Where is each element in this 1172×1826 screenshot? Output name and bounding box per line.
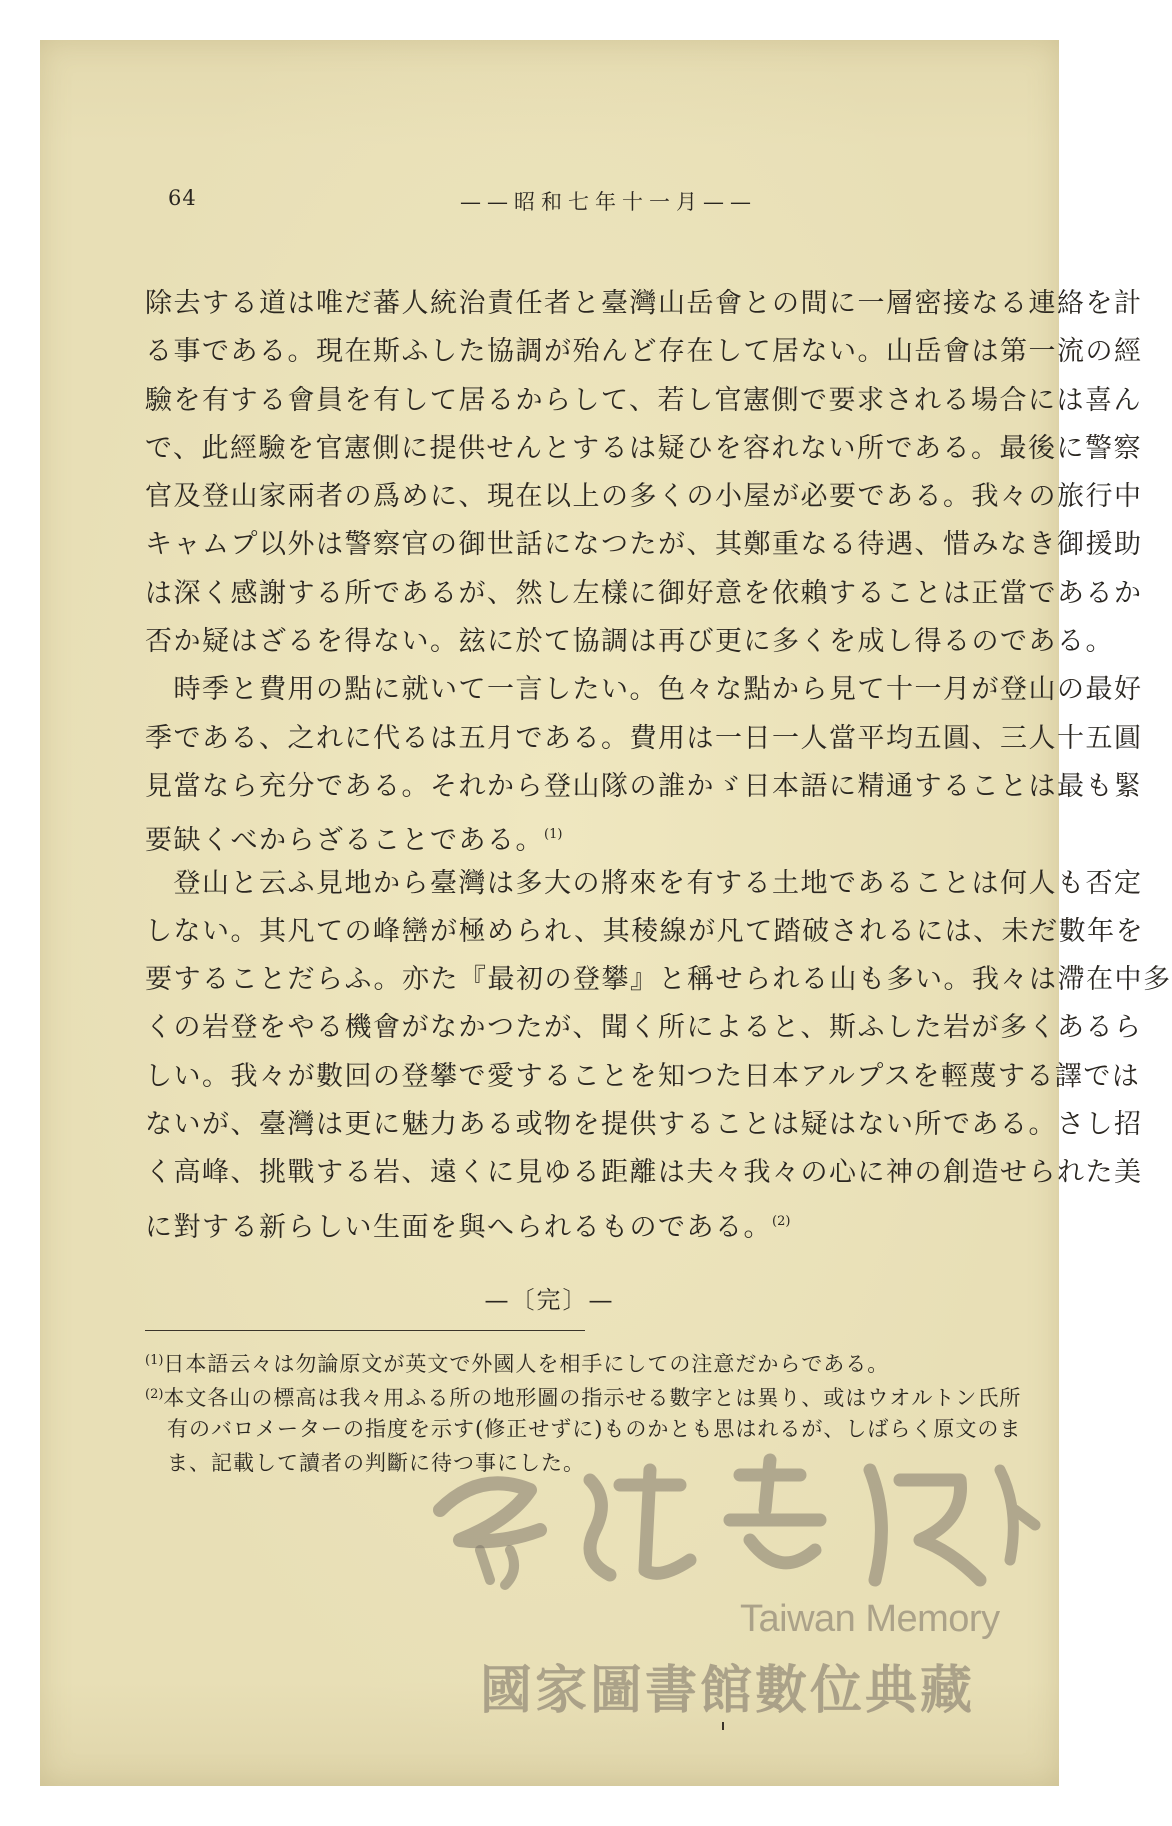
footnote-1: [145, 1344, 1025, 1378]
text-line: く高峰、挑戰する岩、遠くに見ゆる距離は夫々我々の心に神の創造せられた美: [145, 1157, 1143, 1189]
running-title: ——昭和七年十一月——: [460, 190, 757, 214]
text-segment: 要缺くべからざることである。: [145, 825, 544, 857]
text-segment: に對する新らしい生面を與へられるものである。: [145, 1211, 772, 1243]
text-line: 除去する道は唯だ蕃人統治責任者と臺灣山岳會との間に一層密接なる連絡を計: [145, 288, 1143, 319]
footnote-text: 日本語云々は勿論原文が英文で外國人を相手にしての注意だからである。: [163, 1352, 890, 1376]
text-line: しい。我々が數回の登攀で愛することを知つた日本アルプスを輕蔑する譯では: [145, 1060, 1141, 1092]
text-line: 時季と費用の點に就いて一言したい。色々な點から見て十一月が登山の最好: [145, 674, 1143, 706]
footnote-reference-1: (1): [544, 827, 563, 843]
footnote-2: [145, 1378, 1025, 1412]
text-line-with-note: [145, 811, 1025, 859]
text-line: 季である、之れに代るは五月である。費用は一日一人當平均五圓、三人十五圓: [145, 722, 1143, 754]
text-line: 官及登山家兩者の爲めに、現在以上の多くの小屋が必要である。我々の旅行中: [145, 481, 1143, 513]
text-line-with-note: [145, 1198, 1025, 1246]
footnote-divider: [145, 1330, 585, 1331]
text-line: 否か疑はざるを得ない。玆に於て協調は再び更に多くを成し得るのである。: [145, 626, 1114, 658]
text-line: ないが、臺灣は更に魅力ある或物を提供することは疑はない所である。さし招: [145, 1109, 1143, 1141]
text-line: しない。其凡ての峰巒が極められ、其稜線が凡て踏破されるには、未だ數年を: [145, 915, 1145, 947]
text-line: キャムプ以外は警察官の御世話になつたが、其鄭重なる待遇、惜みなき御援助: [145, 529, 1143, 561]
footnote-2-continued: 有のバロメーターの指度を示す(修正せずに)ものかとも思はれるが、しばらく原文のま: [167, 1417, 1022, 1441]
footnote-mark: (1): [145, 1353, 164, 1368]
text-line: 要することだらふ。亦た『最初の登攀』と稱せられる山も多い。我々は滯在中多: [145, 964, 1172, 996]
text-line: 登山と云ふ見地から臺灣は多大の將來を有する土地であることは何人も否定: [145, 867, 1143, 899]
footnotes: [145, 1344, 1025, 1480]
text-line: 驗を有する會員を有して居るからして、若し官憲側で要求される場合には喜ん: [145, 384, 1142, 416]
body-text: [145, 280, 1172, 1246]
footnote-mark: (2): [145, 1387, 164, 1402]
page-header: [40, 186, 1059, 220]
page-number: 64: [168, 186, 197, 210]
watermark-brand: Taiwan Memory: [740, 1598, 1000, 1640]
text-line: 見當なら充分である。それから登山隊の誰かゞ日本語に精通することは最も緊: [145, 770, 1143, 802]
ink-speck: [722, 1722, 724, 1730]
text-line: る事である。現在斯ふした協調が殆んど存在して居ない。山岳會は第一流の經: [145, 336, 1143, 368]
end-mark: —〔完〕—: [484, 1286, 615, 1314]
footnote-2-continued: ま、記載して讀者の判斷に待つ事にした。: [167, 1451, 585, 1475]
text-line: で、此經驗を官憲側に提供せんとするは疑ひを容れない所である。最後に警察: [145, 432, 1142, 464]
watermark-archive-name: 國家圖書館數位典藏: [480, 1661, 976, 1721]
text-line: は深く感謝する所であるが、然し左樣に御好意を依賴することは正當であるか: [145, 577, 1143, 609]
footnote-text: 本文各山の標高は我々用ふる所の地形圖の指示せる數字とは異り、或はウオルトン氏所: [163, 1386, 1022, 1410]
footnote-reference-2: (2): [772, 1213, 791, 1229]
book-page: [40, 40, 1172, 1786]
text-line: くの岩登をやる機會がなかつたが、聞く所によると、斯ふした岩が多くあるら: [145, 1012, 1143, 1044]
